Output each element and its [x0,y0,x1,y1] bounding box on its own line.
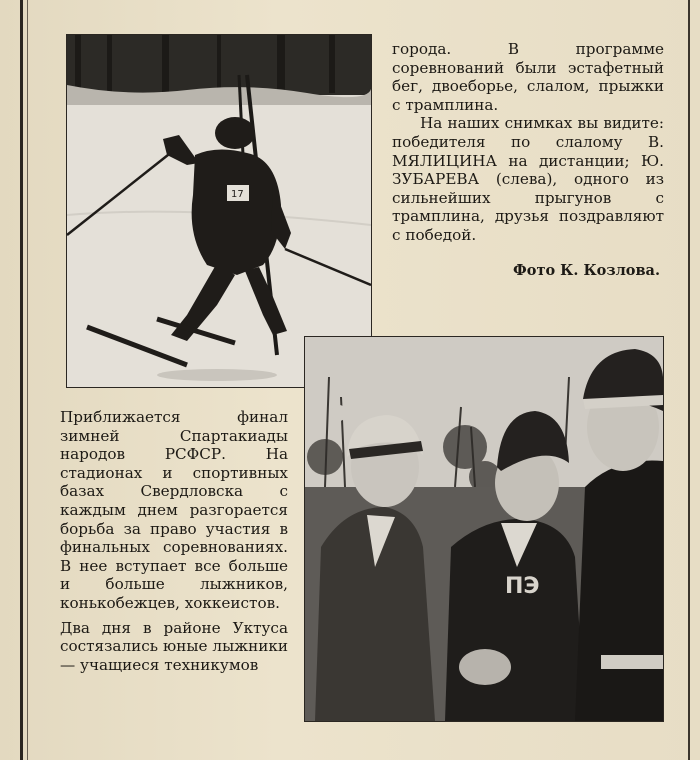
photo-credit: Фото К. Козлова. [513,262,660,279]
article-right-column [392,40,664,245]
paragraph: города. В программе соревнований были эстафетный бег, двоеборье, слалом, прыжки с трамплина. [392,40,664,114]
jersey-lettering: ПЭ [505,574,540,599]
slalom-skier-photo [66,34,372,388]
paragraph: Два дня в районе Уктуса состязались юные лыжники — учащиеся техникумов [60,618,288,674]
column-rule-right [688,0,690,760]
paragraph: Приближается финал зимней Спартакиады народов РСФСР. На стадионах и спортивных базах Свердловска с каждым днем разгорается борьба за право участия в финальных соревнованиях. В нее вступает все больше и больше лыжников, конькобежцев, хоккеистов. [60,408,288,612]
article-left-column [60,408,288,674]
column-rule-thin [27,0,28,760]
svg-text:17: 17 [231,189,244,200]
paragraph: На наших снимках вы видите: победителя по слалому В. МЯЛИЦИНА на дистанции; Ю. ЗУБАРЕВА (слева), одного из сильнейших прыгунов с трамплина, друзья поздравляют с победой. [392,114,664,244]
column-rule [20,0,23,760]
skiers-congratulating-photo [304,336,664,722]
